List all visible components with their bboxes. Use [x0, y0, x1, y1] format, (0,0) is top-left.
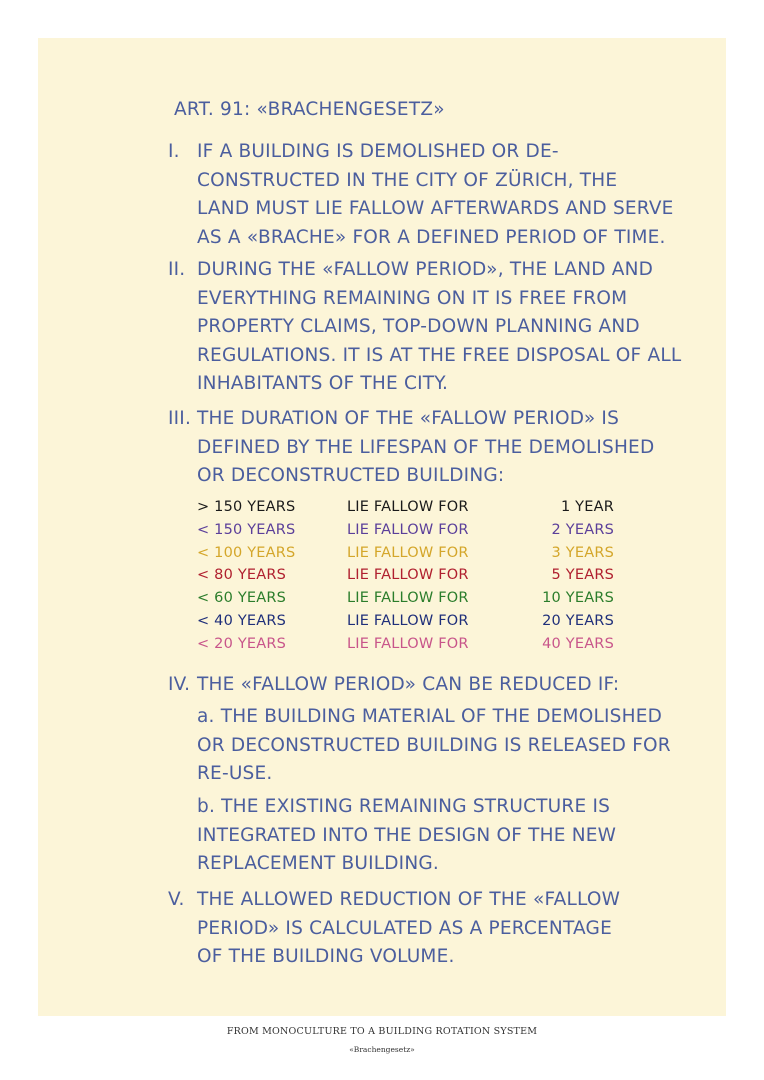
table-row: [197, 496, 617, 519]
fallow-duration: 40 YEARS: [542, 635, 614, 652]
text-line: DURING THE «FALLOW PERIOD», THE LAND AND: [197, 259, 654, 280]
building-age: < 80 YEARS: [197, 567, 287, 584]
fallow-duration: 20 YEARS: [542, 612, 614, 629]
article-numeral: III.: [168, 408, 192, 429]
text-line: THE «FALLOW PERIOD» CAN BE REDUCED IF:: [197, 674, 620, 695]
text-line: a. THE BUILDING MATERIAL OF THE DEMOLISHED: [197, 706, 663, 727]
article-text: [197, 671, 697, 700]
building-age: < 20 YEARS: [197, 635, 287, 652]
text-line: RE-USE.: [197, 763, 273, 784]
table-row: [197, 542, 617, 565]
fallow-rule: LIE FALLOW FOR: [347, 635, 469, 652]
text-line: REGULATIONS. IT IS AT THE FREE DISPOSAL OF ALL: [197, 344, 682, 366]
fallow-rule: LIE FALLOW FOR: [347, 612, 469, 629]
fallow-duration: 10 YEARS: [542, 590, 614, 607]
text-line: OR DECONSTRUCTED BUILDING IS RELEASED FOR: [197, 734, 671, 756]
fallow-duration: 3 YEARS: [551, 544, 614, 561]
article-title: ART. 91: «BRACHENGESETZ»: [174, 99, 445, 120]
text-line: EVERYTHING REMAINING ON IT IS FREE FROM: [197, 287, 628, 309]
table-row: [197, 633, 617, 656]
fallow-rule: LIE FALLOW FOR: [347, 590, 469, 607]
text-line: OF THE BUILDING VOLUME.: [197, 946, 455, 967]
fallow-period-table: [197, 496, 617, 656]
building-age: < 40 YEARS: [197, 612, 287, 629]
fallow-rule: LIE FALLOW FOR: [347, 499, 469, 515]
poster-page: [38, 38, 726, 1016]
text-line: AS A «BRACHE» FOR A DEFINED PERIOD OF TIME.: [197, 226, 666, 248]
text-line: DEFINED BY THE LIFESPAN OF THE DEMOLISHED: [197, 436, 655, 458]
article-text: [197, 886, 697, 972]
footer-subcaption: «Brachengesetz»: [349, 1045, 415, 1054]
footer-caption: FROM MONOCULTURE TO A BUILDING ROTATION SYSTEM: [226, 1026, 538, 1037]
article-numeral: II.: [168, 259, 186, 280]
table-row: [197, 564, 617, 587]
building-age: > 150 YEARS: [197, 499, 296, 515]
text-line: b. THE EXISTING REMAINING STRUCTURE IS: [197, 796, 611, 817]
text-line: THE ALLOWED REDUCTION OF THE «FALLOW: [197, 889, 621, 910]
building-age: < 150 YEARS: [197, 521, 296, 538]
text-line: OR DECONSTRUCTED BUILDING:: [197, 465, 505, 486]
fallow-duration: 5 YEARS: [551, 567, 614, 584]
article-text: [197, 138, 697, 252]
building-age: < 100 YEARS: [197, 544, 296, 561]
article-text: [197, 256, 697, 399]
fallow-duration: 1 YEAR: [560, 499, 614, 515]
table-row: [197, 519, 617, 542]
text-line: INTEGRATED INTO THE DESIGN OF THE NEW: [197, 824, 617, 846]
text-line: IF A BUILDING IS DEMOLISHED OR DE-: [197, 141, 559, 162]
text-line: CONSTRUCTED IN THE CITY OF ZÜRICH, THE: [197, 169, 618, 191]
article-text: [197, 703, 697, 789]
fallow-rule: LIE FALLOW FOR: [347, 544, 469, 561]
article-text: [197, 405, 697, 491]
article-numeral: I.: [168, 141, 180, 162]
article-numeral: IV.: [168, 674, 191, 695]
article-numeral: V.: [168, 889, 185, 910]
table-row: [197, 610, 617, 633]
table-row: [197, 587, 617, 610]
text-line: THE DURATION OF THE «FALLOW PERIOD» IS: [197, 408, 620, 429]
article-text: [197, 793, 697, 879]
text-line: PROPERTY CLAIMS, TOP-DOWN PLANNING AND: [197, 316, 640, 337]
text-line: INHABITANTS OF THE CITY.: [197, 373, 449, 394]
text-line: REPLACEMENT BUILDING.: [197, 853, 439, 874]
fallow-rule: LIE FALLOW FOR: [347, 567, 469, 584]
text-line: LAND MUST LIE FALLOW AFTERWARDS AND SERVE: [197, 198, 674, 219]
fallow-rule: LIE FALLOW FOR: [347, 521, 469, 538]
fallow-duration: 2 YEARS: [551, 521, 614, 538]
text-line: PERIOD» IS CALCULATED AS A PERCENTAGE: [197, 917, 612, 939]
law-text: [38, 38, 726, 1016]
building-age: < 60 YEARS: [197, 590, 287, 607]
